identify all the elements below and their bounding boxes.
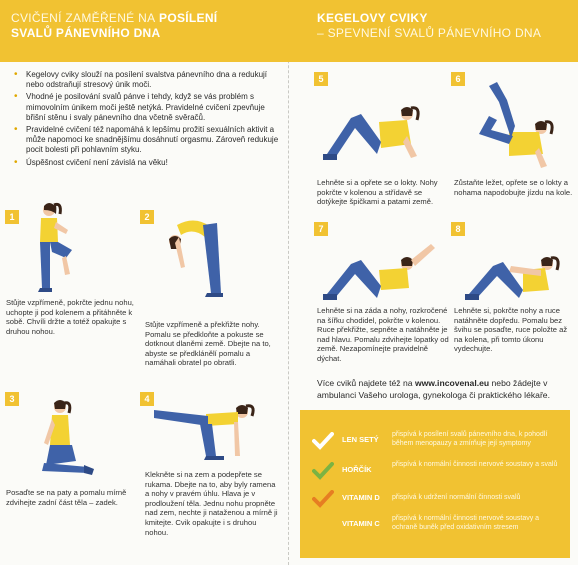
right-header [289,0,578,62]
exercise-figure-sit-up [461,248,571,303]
right-header-line2: – SPEVNENÍ SVALŮ PÁNEVNÍHO DNA [317,26,542,40]
ingredient-description: přispívá k normální činnosti nervové soustavy a svalů [392,461,558,468]
left-header-light: CVIČENÍ ZAMĚŘENÉ NA [11,11,156,25]
more-exercises-note [317,378,572,401]
exercise-figure-crunch [321,240,441,305]
more-suffix: nebo žádejte v ambulanci Vašeho urologa, gynekologa či praktického lékaře. [317,378,550,400]
check-icon [312,462,334,480]
step-description: Lehněte si na záda a nohy, rozkročené na šířku chodidel, pokrčte v kolenou. Ruce překřižte, sepněte a natáhněte je nad hlavu. Pomalu zdvihejte lopatky od země. Nezapomínejte pravidelně dýchat. [317,306,449,363]
list-item: • Vhodné je posilování svalů pánve i tehdy, když se vás problém s mimovolním únikem moči ještě netýká. Pravidelné cvičení zpevňuje břišní stěnu i svaly pánevního dna včetně svěračů. [12,92,282,123]
step-description: Stůjte vzpřímeně a překřižte nohy. Pomalu se předkloňte a pokuste se dotknout dlaněmi země. Dbejte na to, abyste se předklánělí pomalu a namáhali obratel po obratli. [145,320,271,368]
step-number-badge: 2 [140,210,154,224]
ingredient-name: VITAMIN D [342,493,380,502]
check-icon [312,432,334,450]
left-header [0,0,289,62]
exercise-figure-standing-knee [22,200,82,295]
exercise-figure-lying-elbows [321,92,431,167]
ingredient-name: VITAMIN C [342,519,380,528]
step-description: Zůstaňte ležet, opřete se o lokty a nohama napodobujte jízdu na kole. [454,178,573,197]
more-prefix: Více cviků najdete též na [317,378,415,388]
list-item: • Pravidelné cvičení též napomáhá k lepšímu prožití sexuálních aktivit a může napomoci ke snadnějšímu dosáhnutí orgasmu. Zároveň redukuje pocit bolesti při pohlavním styku. [12,125,282,156]
check-icon [312,490,334,508]
step-number-badge: 5 [314,72,328,86]
left-header-line2: SVALŮ PÁNEVNÍHO DNA [11,26,161,40]
ingredient-description: přispívá k normální činnosti nervové soustavy a ochraně buněk před oxidativním stresem [392,515,540,531]
ingredients-box [300,410,570,558]
exercise-figure-forward-bend [165,215,235,300]
ingredient-name: HOŘČÍK [342,465,372,474]
benefits-list [12,70,282,170]
left-header-bold: POSÍLENÍ [159,11,218,25]
step-number-badge: 4 [140,392,154,406]
ingredient-description: přispívá k udržení normální činnosti svalů [392,494,521,501]
step-number-badge: 6 [451,72,465,86]
step-description: Posaďte se na paty a pomalu mírně zdvihejte zadní část těla – zadek. [6,488,127,507]
step-description: Lehněte si, pokrčte nohy a ruce natáhněte dopředu. Pomalu bez švihu se posaďte, ruce položte až na kolena, při tomto úkonu vydechujte. [454,306,568,354]
exercise-figure-bicycle [469,82,564,172]
ingredient-name: LEN SETÝ [342,435,379,444]
step-description: Lehněte si a opřete se o lokty. Nohy pokrčte v kolenou a střídavě se dotýkejte špičkami a patami země. [317,178,438,207]
right-header-line1: KEGELOVY CVIKY [317,11,428,25]
step-number-badge: 8 [451,222,465,236]
step-description: Klekněte si na zem a podepřete se rukama. Dbejte na to, aby byly ramena a nohy v pravém úhlu. Hlava je v prodloužení těla. Jednu nohu propněte nad zem, nechte ji nataženou a mírně ji kmitejte. Cvik opakujte i s druhou nohou. [145,470,278,537]
step-number-badge: 3 [5,392,19,406]
step-number-badge: 1 [5,210,19,224]
list-item: • Kegelovy cviky slouží na posílení svalstva pánevního dna a redukují nebo odstraňují stresový únik moči. [12,70,282,90]
exercise-figure-kneeling [28,395,98,480]
step-description: Stůjte vzpřímeně, pokrčte jednu nohu, uchopte ji pod kolenem a přitáhněte k sobě. Chvíli držte a totéž opakujte s druhou nohou. [6,298,134,336]
website-link[interactable]: www.incovenal.eu [414,378,490,388]
ingredient-description: přispívá k posílení svalů pánevního dna, k pohodlí během menopauzy a zmírňuje její symptomy [392,431,548,447]
step-number-badge: 7 [314,222,328,236]
exercise-figure-all-fours [150,400,280,465]
list-item: • Úspěšnost cvičení není závislá na věku! [12,158,282,168]
